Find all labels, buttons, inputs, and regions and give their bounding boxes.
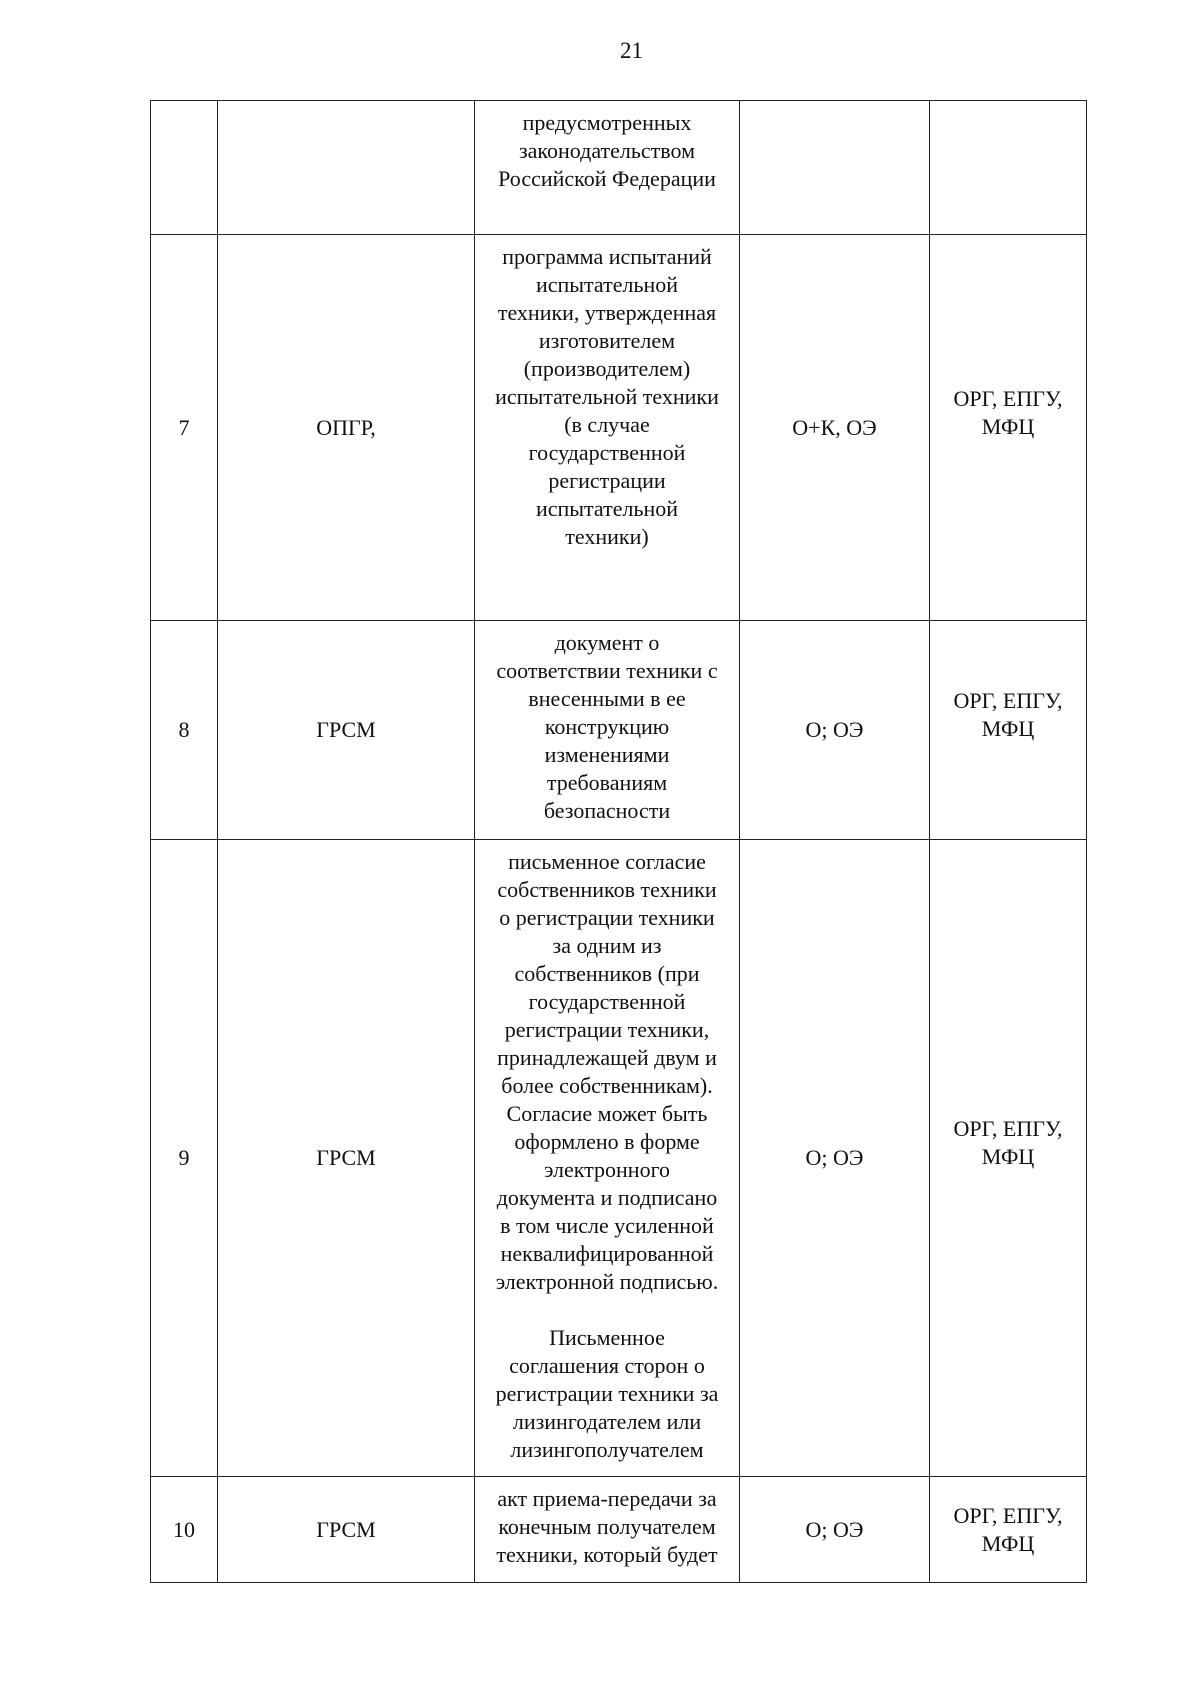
source-cell: ОРГ, ЕПГУ, МФЦ [930, 1477, 1087, 1583]
row-number-cell: 10 [151, 1477, 218, 1583]
code-cell: ГРСМ [218, 621, 475, 840]
form-cell: О; ОЭ [740, 1477, 930, 1583]
form-cell: О+К, ОЭ [740, 235, 930, 621]
code-cell: ГРСМ [218, 840, 475, 1477]
source-cell: ОРГ, ЕПГУ, МФЦ [930, 621, 1087, 840]
row-number-cell: 9 [151, 840, 218, 1477]
row-number-cell: 8 [151, 621, 218, 840]
document-text: документ о соответствии техники с внесенными в ее конструкцию изменениями требованиям безопасности [496, 630, 718, 823]
source-cell [930, 101, 1087, 235]
table-row [151, 840, 1087, 1477]
form-cell: О; ОЭ [740, 840, 930, 1477]
form-cell [740, 101, 930, 235]
code-cell: ГРСМ [218, 1477, 475, 1583]
document-text: предусмотренных законодательством Российской Федерации [498, 110, 716, 191]
table-row [151, 621, 1087, 840]
code-cell [218, 101, 475, 235]
code-cell: ОПГР, [218, 235, 475, 621]
document-cell [475, 840, 740, 1477]
document-cell [475, 235, 740, 621]
table-row [151, 235, 1087, 621]
source-cell: ОРГ, ЕПГУ, МФЦ [930, 235, 1087, 621]
row-number-cell: 7 [151, 235, 218, 621]
form-cell: О; ОЭ [740, 621, 930, 840]
source-cell: ОРГ, ЕПГУ, МФЦ [930, 840, 1087, 1477]
row-number-cell [151, 101, 218, 235]
document-cell [475, 621, 740, 840]
page-number: 21 [620, 38, 643, 63]
document-text: программа испытаний испытательной техники, утвержденная изготовителем (производителем) испытательной техники (в случае государственной регистрации испытательной техники) [495, 244, 719, 549]
documents-table [150, 100, 1087, 1583]
document-text: письменное согласие собственников техники о регистрации техники за одним из собственников (при государственной регистрации техники, принадлежащей двум и более собственникам). Согласие может быть оформлено в форме электронного документа и подписано в том числе усиленной неквалифицированной электронной подписью. Письменное соглашения сторон о регистрации техники за лизингодателем или лизингополучателем [495, 849, 719, 1462]
document-text: акт приема-передачи за конечным получателем техники, который будет [496, 1486, 718, 1567]
table-row [151, 1477, 1087, 1583]
document-cell [475, 1477, 740, 1583]
table-row [151, 101, 1087, 235]
document-cell [475, 101, 740, 235]
